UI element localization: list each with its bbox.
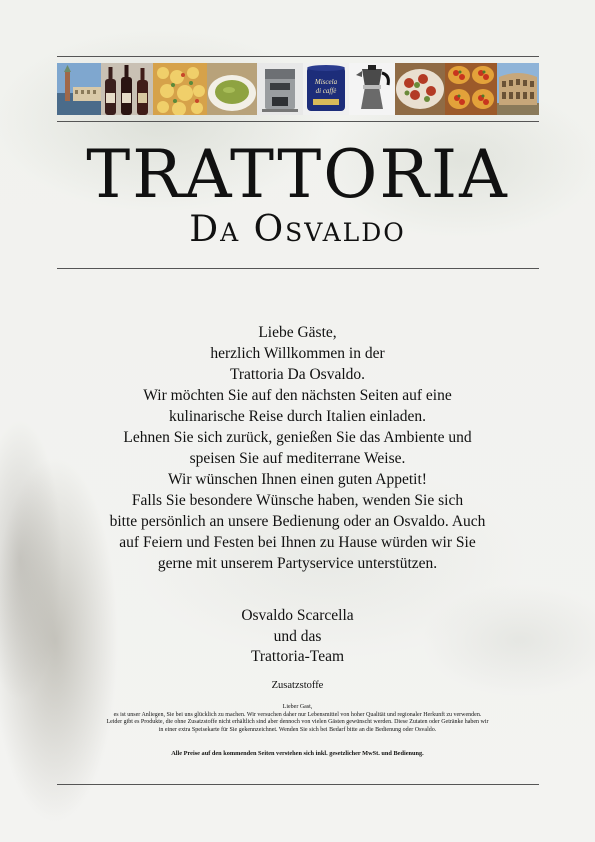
welcome-line: Wir wünschen Ihnen einen guten Appetit!	[168, 471, 427, 488]
restaurant-title: TRATTORIA	[86, 136, 509, 213]
welcome-line: kulinarische Reise durch Italien einladen.	[169, 408, 426, 425]
signature-line: Osvaldo Scarcella	[241, 607, 354, 624]
signature-line: Trattoria-Team	[250, 648, 345, 665]
additives-line: Lieber Gast,	[282, 704, 313, 710]
venice-photo	[57, 63, 101, 115]
soup-photo	[207, 63, 257, 115]
welcome-line: bitte persönlich an unsere Bedienung oder an Osvaldo. Auch	[109, 513, 486, 530]
signature-line: und das	[273, 627, 322, 645]
welcome-line: Wir möchten Sie auf den nächsten Seiten auf eine	[143, 387, 452, 404]
food-platter-photo	[395, 63, 445, 115]
svg-text:Miscela: Miscela	[314, 78, 338, 86]
colosseum-photo	[497, 63, 539, 115]
top-rule	[57, 56, 539, 57]
restaurant-subtitle: Da Osvaldo	[189, 209, 406, 250]
welcome-line: Trattoria Da Osvaldo.	[229, 366, 366, 383]
additives-line: Leider gibt es Produkte, die ohne Zusatzstoffe nicht erhältlich sind aber dennoch von vielen Gästen gewünscht werden. Diese Zutaten oder Getränke haben wir	[106, 719, 489, 726]
additives-heading: Zusatzstoffe	[271, 680, 324, 691]
bruschetta-photo	[445, 63, 497, 115]
welcome-line: gerne mit unserem Partyservice unterstützen.	[157, 555, 438, 572]
welcome-line: herzlich Willkommen in der	[210, 345, 385, 362]
moka-pot-photo	[349, 63, 395, 115]
welcome-line: auf Feiern und Festen bei Ihnen zu Hause würden wir Sie	[119, 534, 476, 551]
bottom-rule	[57, 784, 539, 785]
signature	[0, 606, 595, 668]
prices-note: Alle Preise auf den kommenden Seiten verstehen sich inkl. gesetzlicher MwSt. und Bedienung.	[171, 750, 424, 757]
pasta-photo	[153, 63, 207, 115]
svg-text:di caffè: di caffè	[315, 87, 337, 95]
welcome-line: Lehnen Sie sich zurück, genießen Sie das Ambiente und	[123, 429, 472, 446]
title-rule	[57, 268, 539, 269]
additives-line: es ist unser Anliegen, Sie bei uns glücklich zu machen. Wir versuchen daher nur Lebensmittel von hoher Qualität und regionaler Herkunft zu verwenden.	[113, 711, 482, 718]
additives-line: in einer extra Speisekarte für Sie gekennzeichnet. Wenden Sie sich bei Bedarf bitte an die Bedienung oder Osvaldo.	[158, 726, 437, 733]
coffee-tin-photo	[303, 63, 349, 115]
welcome-line: Falls Sie besondere Wünsche haben, wenden Sie sich	[131, 492, 464, 509]
welcome-line: Liebe Gäste,	[258, 324, 337, 341]
strip-bottom-rule	[57, 121, 539, 122]
photo-strip	[57, 63, 539, 115]
additives-text	[60, 704, 535, 734]
espresso-machine-photo	[257, 63, 303, 115]
wine-bottles-photo	[101, 63, 153, 115]
welcome-line: speisen Sie auf mediterrane Weise.	[189, 450, 406, 467]
welcome-text	[60, 322, 535, 574]
